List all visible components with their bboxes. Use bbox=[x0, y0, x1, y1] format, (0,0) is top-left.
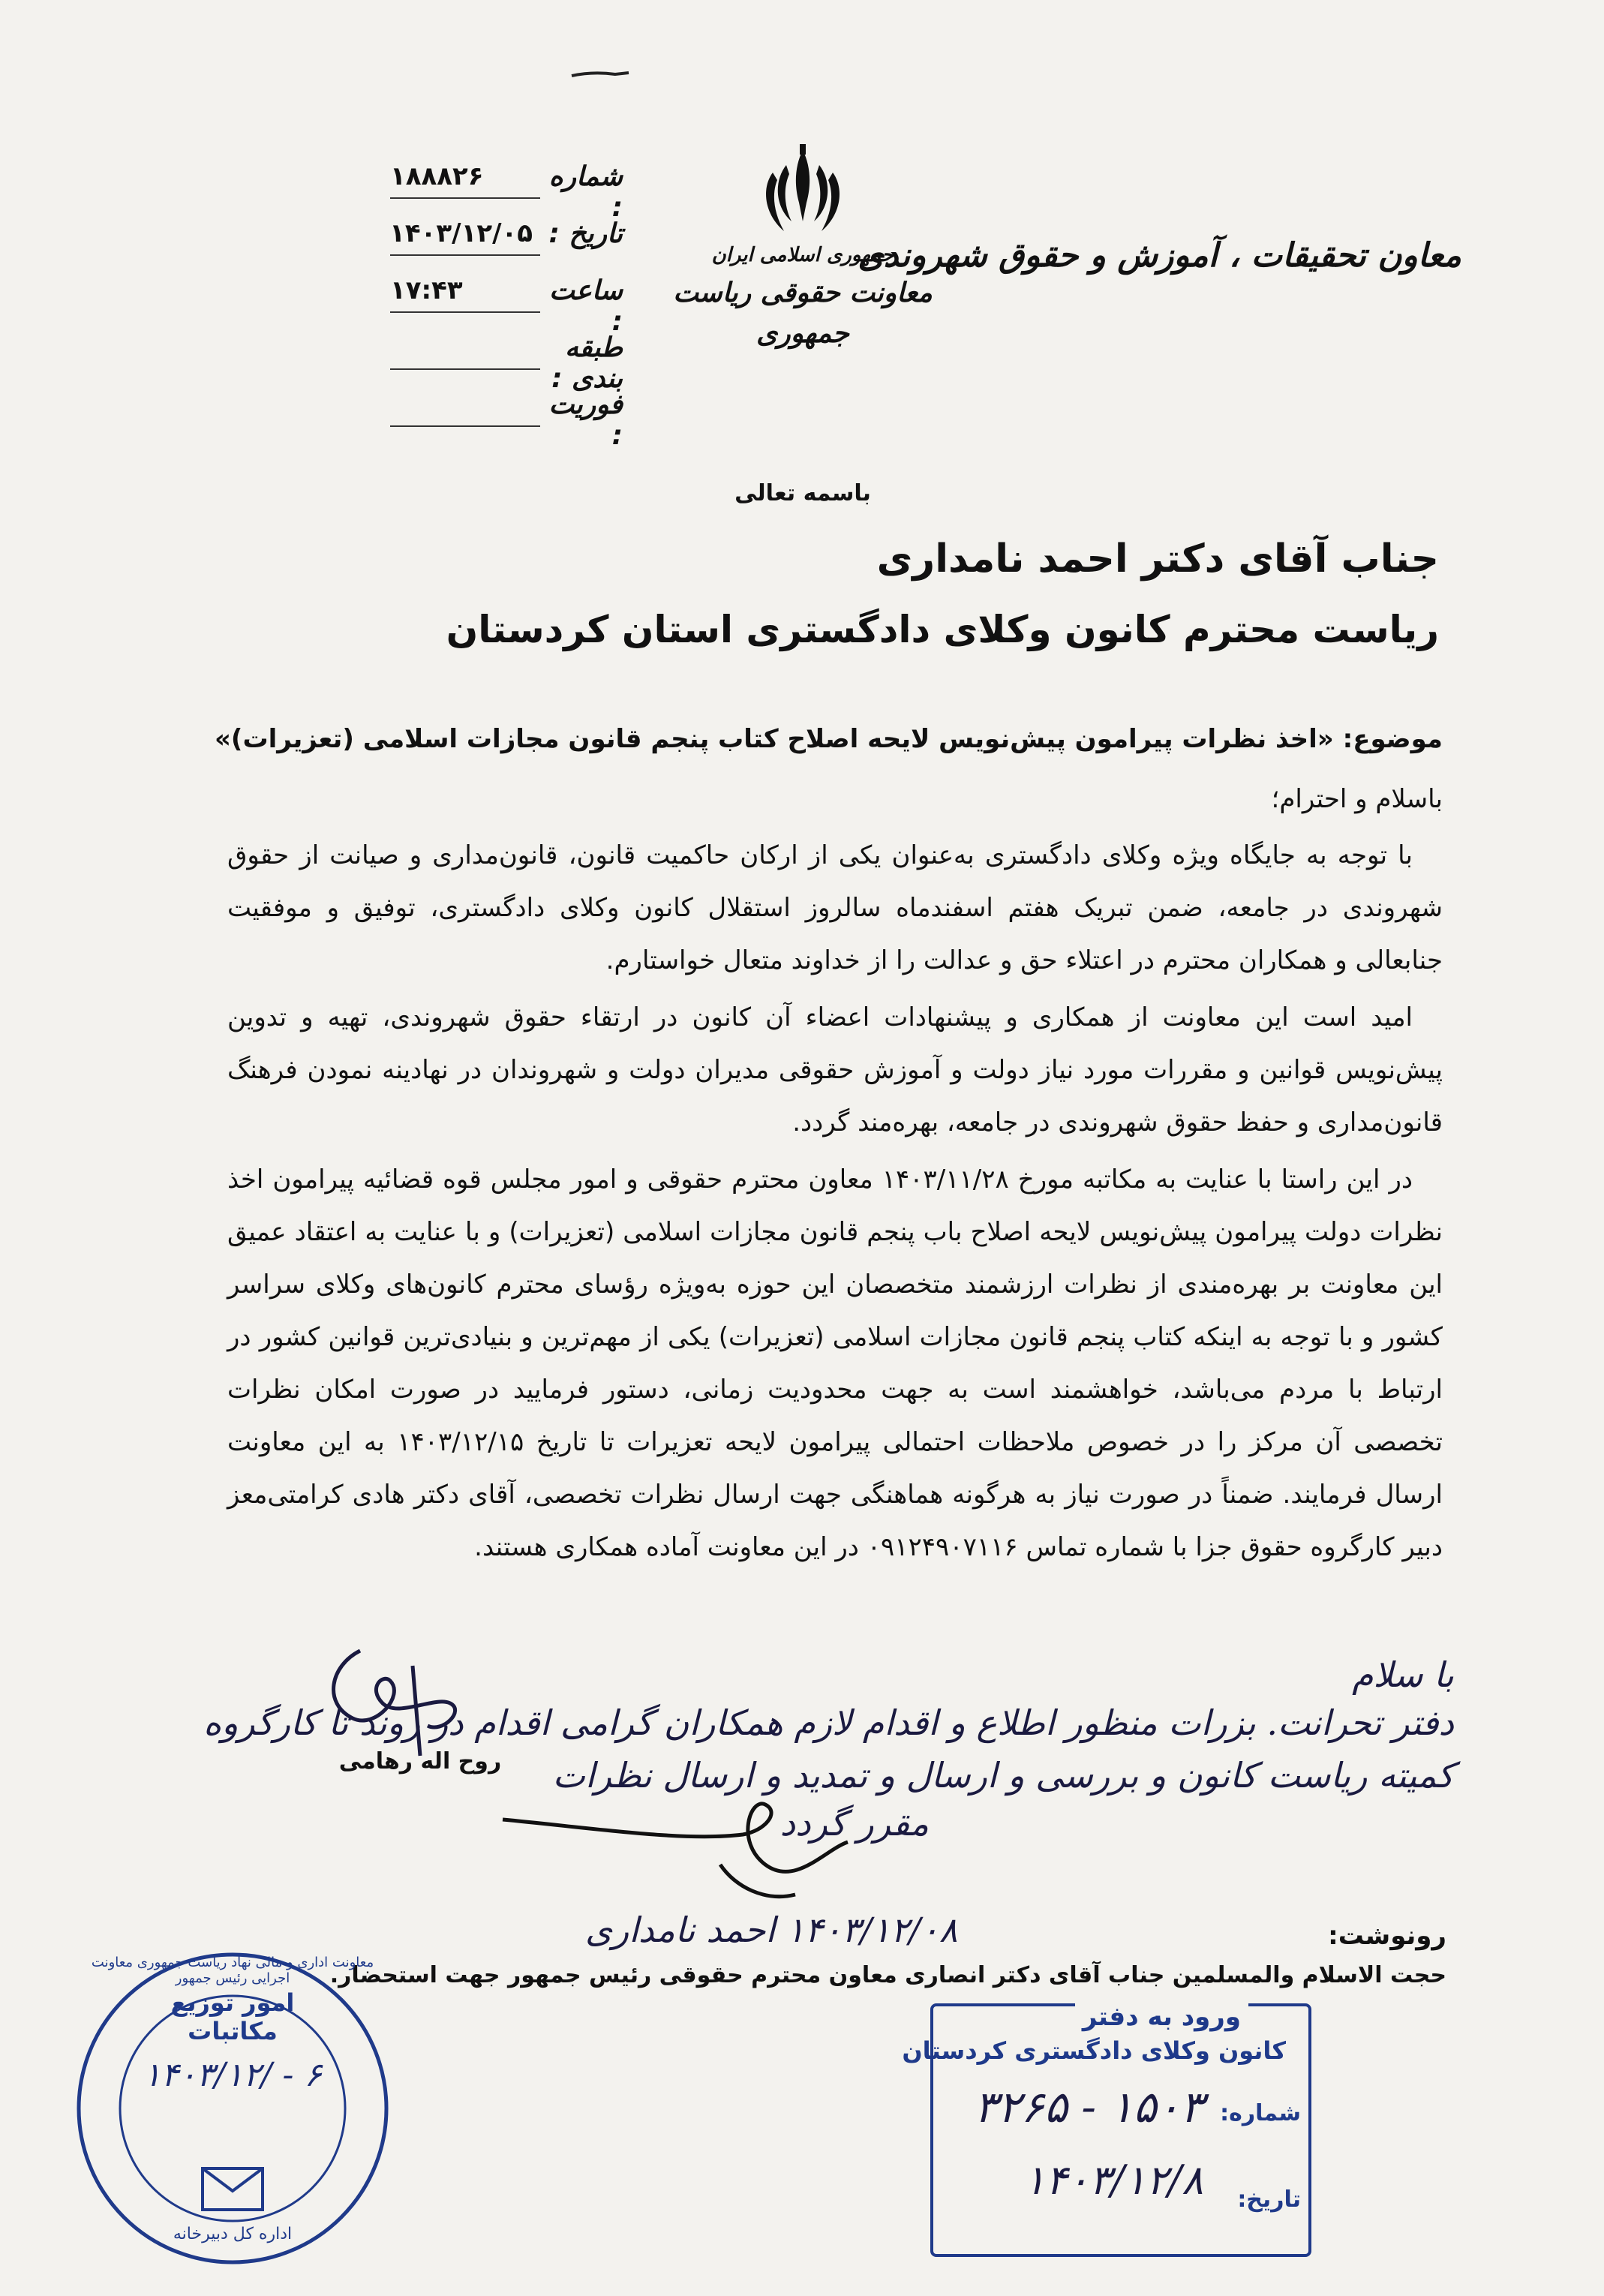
addressee-name: جناب آقای دکتر احمد نامداری bbox=[876, 536, 1439, 582]
meta-priority-label: فوریت : bbox=[548, 389, 623, 451]
round-stamp-inner-text: امور توزیع مکاتبات bbox=[170, 1988, 295, 2045]
addressee-title: ریاست محترم کانون وکلای دادگستری استان کردستان bbox=[446, 608, 1439, 651]
header-department: معاون تحقیقات ، آموزش و حقوق شهروندی bbox=[858, 236, 1461, 275]
handwritten-line-1: با سلام bbox=[1352, 1654, 1454, 1695]
letter-meta bbox=[375, 161, 623, 451]
rect-stamp-date-label: تاریخ: bbox=[1237, 2186, 1301, 2213]
meta-time-line bbox=[390, 311, 540, 313]
salutation: باسمه تعالی bbox=[734, 480, 871, 506]
signature-left-name: روح اله رهامی bbox=[338, 1748, 502, 1775]
rect-stamp-number-value: ۱۵۰۳ - ۳۲۶۵ bbox=[974, 2081, 1203, 2132]
rect-stamp-date-value: ۱۴۰۳/۱۲/۸ bbox=[1023, 2156, 1203, 2204]
meta-date-value: ۱۴۰۳/۱۲/۰۵ bbox=[389, 218, 533, 248]
cc-recipient: حجت الاسلام والمسلمین جناب آقای دکتر انصاری معاون محترم حقوقی رئیس جمهور جهت استحضار. bbox=[329, 1962, 1446, 1988]
meta-date-row bbox=[375, 218, 623, 275]
meta-time-label: ساعت : bbox=[549, 275, 623, 337]
greeting: باسلام و احترام؛ bbox=[1271, 784, 1443, 814]
signature-center-icon bbox=[495, 1797, 885, 1925]
subject-text: «اخذ نظرات پیرامون پیش‌نویس لایحه اصلاح کتاب پنجم قانون مجازات اسلامی (تعزیرات)» bbox=[214, 724, 1334, 754]
meta-number-label: شماره : bbox=[548, 161, 623, 223]
top-mark bbox=[570, 68, 630, 77]
letter-body bbox=[227, 829, 1443, 1573]
meta-date-line bbox=[390, 254, 540, 256]
subject-label: موضوع: bbox=[1342, 724, 1443, 754]
iran-emblem-icon bbox=[758, 143, 848, 240]
meta-classification-line bbox=[390, 368, 540, 370]
meta-classification-row bbox=[375, 332, 623, 394]
meta-time-value: ۱۷:۴۳ bbox=[390, 275, 463, 305]
meta-time-row bbox=[375, 275, 623, 337]
handwritten-line-4: مقرر گردد bbox=[779, 1803, 929, 1844]
signature-left-icon bbox=[315, 1636, 503, 1763]
meta-number-row bbox=[375, 161, 623, 223]
meta-classification-label: طبقه بندی : bbox=[551, 332, 623, 394]
body-paragraph-1: با توجه به جایگاه ویژه وکلای دادگستری به‌عنوان یکی از ارکان حاکمیت قانون، قانون‌مداری و صیانت از حقوق شهروندی در جامعه، ضمن تبریک هفتم اسفندماه سالروز استقلال کانون وکلای دادگستری، توفیق و موفقیت جنابعالی و همکاران محترم در اعتلاء حق و عدالت را از خداوند متعال خواستارم. bbox=[227, 840, 1443, 975]
meta-date-label: تاریخ : bbox=[548, 218, 623, 249]
rect-stamp-title: ورود به دفتر bbox=[1075, 2002, 1248, 2032]
handwritten-line-2: دفتر تحرانت. بزرات منظور اطلاع و اقدام لازم همکاران گرامی اقدام در روند تا کارگروه bbox=[203, 1702, 1454, 1743]
subject-line bbox=[215, 724, 1443, 754]
signature-date: ۱۴۰۳/۱۲/۰۸ احمد نامداری bbox=[585, 1910, 958, 1950]
meta-number-value: ۱۸۸۸۲۶ bbox=[390, 161, 484, 191]
rect-stamp-number-label: شماره: bbox=[1220, 2100, 1301, 2126]
handwritten-line-3: کمیته ریاست کانون و بررسی و ارسال و تمدید و ارسال نظرات bbox=[552, 1755, 1454, 1796]
rect-stamp-org: کانون وکلای دادگستری کردستان bbox=[902, 2036, 1286, 2065]
round-stamp-date: ۱۴۰۳/۱۲/ - ۶ bbox=[143, 2056, 322, 2094]
meta-priority-line bbox=[390, 425, 540, 427]
rect-stamp bbox=[902, 2002, 1311, 2257]
meta-priority-row bbox=[375, 389, 623, 451]
header-office: معاونت حقوقی ریاست جمهوری bbox=[673, 278, 933, 349]
round-stamp-bottom-text: اداره کل دبیرخانه bbox=[173, 2225, 293, 2243]
meta-number-line bbox=[390, 197, 540, 199]
header-country: جمهوری اسلامی ایران bbox=[711, 244, 894, 266]
cc-title: رونوشت: bbox=[1328, 1921, 1446, 1951]
body-paragraph-2: امید است این معاونت از همکاری و پیشنهادات اعضاء آن کانون در ارتقاء حقوق شهروندی، تهیه و تدوین پیش‌نویس قوانین و مقررات مورد نیاز دولت و آموزش حقوقی مدیران دولت و شهروندان در نهادینه نمودن فرهنگ قانون‌مداری و حفظ حقوق شهروندی در جامعه، بهره‌مند گردد. bbox=[227, 1002, 1443, 1137]
round-stamp-outer-text: معاونت اداری و مالی نهاد ریاست جمهوری معاونت اجرایی رئیس جمهور bbox=[91, 1955, 374, 1986]
body-paragraph-3: در این راستا با عنایت به مکاتبه مورخ ۱۴۰۳/۱۱/۲۸ معاون محترم حقوقی و امور مجلس قوه قضائیه پیرامون اخذ نظرات دولت پیرامون پیش‌نویس لایحه اصلاح باب پنجم قانون مجازات اسلامی (تعزیرات) و با عنایت به اعتقاد عمیق این معاونت بر بهره‌مندی از نظرات ارزشمند متخصصان این حوزه به‌ویژه رؤسای محترم کانون‌های وکلای سراسر کشور و با توجه به اینکه کتاب پنجم قانون مجازات اسلامی (تعزیرات) یکی از مهم‌ترین و بنیادی‌ترین قوانین کشور در ارتباط با مردم می‌باشد، خواهشمند است به جهت محدودیت زمانی، دستور فرمایید در صورت امکان نظرات تخصصی آن مرکز را در خصوص ملاحظات احتمالی پیرامون لایحه تعزیرات تا تاریخ ۱۴۰۳/۱۲/۱۵ به این معاونت ارسال فرمایند. ضمناً در صورت نیاز به هرگونه هماهنگی جهت ارسال نظرات تخصصی، آقای دکتر هادی کرامتی‌معز دبیر کارگروه حقوق جزا با شماره تماس ۰۹۱۲۴۹۰۷۱۱۶ در این معاونت آماده همکاری هستند. bbox=[227, 1165, 1443, 1562]
envelope-icon bbox=[203, 2168, 263, 2210]
